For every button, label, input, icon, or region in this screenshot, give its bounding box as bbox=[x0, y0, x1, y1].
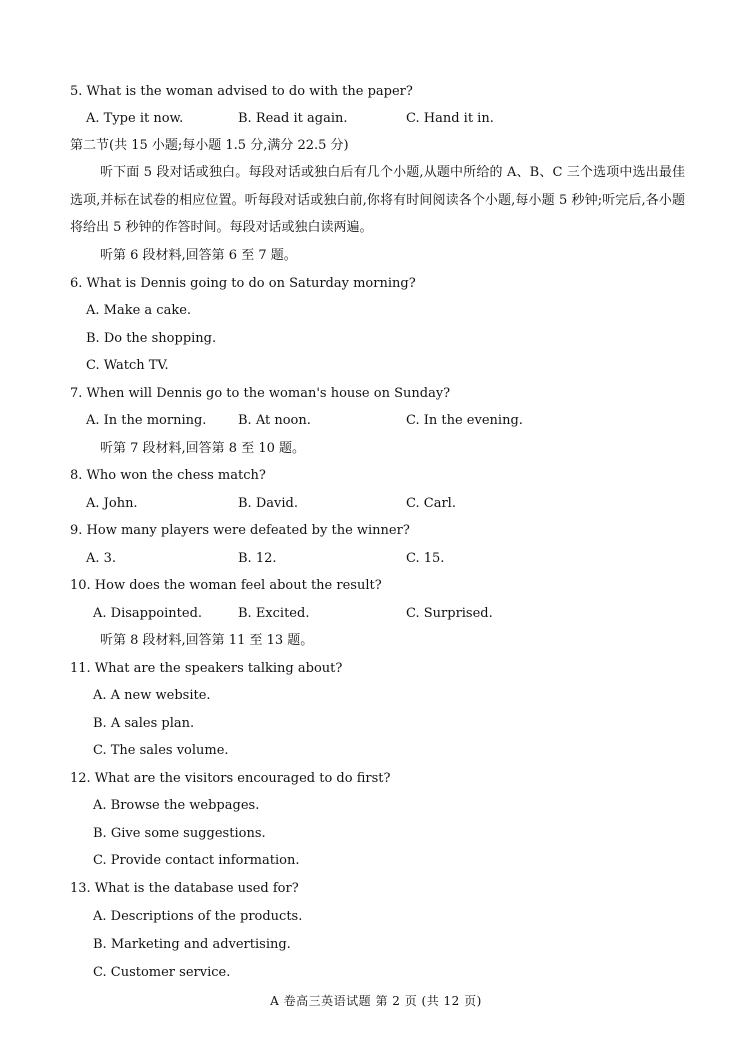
q8-option-c: C. Carl. bbox=[406, 496, 456, 511]
q7-option-c: C. In the evening. bbox=[406, 413, 523, 428]
q12-option-c: C. Provide contact information. bbox=[93, 853, 300, 868]
q10-option-c: C. Surprised. bbox=[406, 606, 493, 621]
question-12: 12. What are the visitors encouraged to do first? bbox=[70, 771, 391, 786]
q8-option-a: A. John. bbox=[86, 496, 138, 511]
q11-option-a: A. A new website. bbox=[93, 688, 211, 703]
section-2-heading: 第二节(共 15 小题;每小题 1.5 分,满分 22.5 分) bbox=[70, 138, 349, 153]
q13-option-c: C. Customer service. bbox=[93, 965, 231, 980]
q5-option-c: C. Hand it in. bbox=[406, 111, 494, 126]
question-6: 6. What is Dennis going to do on Saturday morning? bbox=[70, 276, 416, 291]
q9-option-b: B. 12. bbox=[238, 551, 277, 566]
q10-option-b: B. Excited. bbox=[238, 606, 310, 621]
q9-option-c: C. 15. bbox=[406, 551, 445, 566]
section-2-instructions: 听下面 5 段对话或独白。每段对话或独白后有几个小题,从题中所给的 A、B、C 三个选项中选出最佳选项,并标在试卷的相应位置。听每段对话或独白前,你将有时间阅读各个小题,每小题 5 秒钟;听完后,各小题将给出 5 秒钟的作答时间。每段对话或独白读两遍。 bbox=[70, 165, 685, 235]
q6-option-b: B. Do the shopping. bbox=[86, 331, 217, 346]
material-6-intro: 听第 6 段材料,回答第 6 至 7 题。 bbox=[100, 248, 297, 263]
question-7: 7. When will Dennis go to the woman's house on Sunday? bbox=[70, 386, 451, 401]
q9-option-a: A. 3. bbox=[86, 551, 117, 566]
material-8-intro: 听第 8 段材料,回答第 11 至 13 题。 bbox=[100, 633, 314, 648]
page-footer: A 卷高三英语试题 第 2 页 (共 12 页) bbox=[270, 994, 482, 1008]
question-13: 13. What is the database used for? bbox=[70, 881, 299, 896]
question-9: 9. How many players were defeated by the winner? bbox=[70, 523, 410, 538]
q5-option-b: B. Read it again. bbox=[238, 111, 348, 126]
q7-option-a: A. In the morning. bbox=[86, 413, 207, 428]
q6-option-a: A. Make a cake. bbox=[86, 303, 192, 318]
q12-option-b: B. Give some suggestions. bbox=[93, 826, 266, 841]
q5-option-a: A. Type it now. bbox=[86, 111, 184, 126]
question-8: 8. Who won the chess match? bbox=[70, 468, 266, 483]
q7-option-b: B. At noon. bbox=[238, 413, 311, 428]
q13-option-a: A. Descriptions of the products. bbox=[93, 909, 303, 924]
question-5: 5. What is the woman advised to do with the paper? bbox=[70, 84, 413, 99]
q11-option-c: C. The sales volume. bbox=[93, 743, 229, 758]
question-10: 10. How does the woman feel about the result? bbox=[70, 578, 382, 593]
q6-option-c: C. Watch TV. bbox=[86, 358, 169, 373]
material-7-intro: 听第 7 段材料,回答第 8 至 10 题。 bbox=[100, 441, 306, 456]
q12-option-a: A. Browse the webpages. bbox=[93, 798, 260, 813]
q13-option-b: B. Marketing and advertising. bbox=[93, 937, 291, 952]
q10-option-a: A. Disappointed. bbox=[93, 606, 203, 621]
q8-option-b: B. David. bbox=[238, 496, 298, 511]
question-11: 11. What are the speakers talking about? bbox=[70, 661, 343, 676]
q11-option-b: B. A sales plan. bbox=[93, 716, 195, 731]
